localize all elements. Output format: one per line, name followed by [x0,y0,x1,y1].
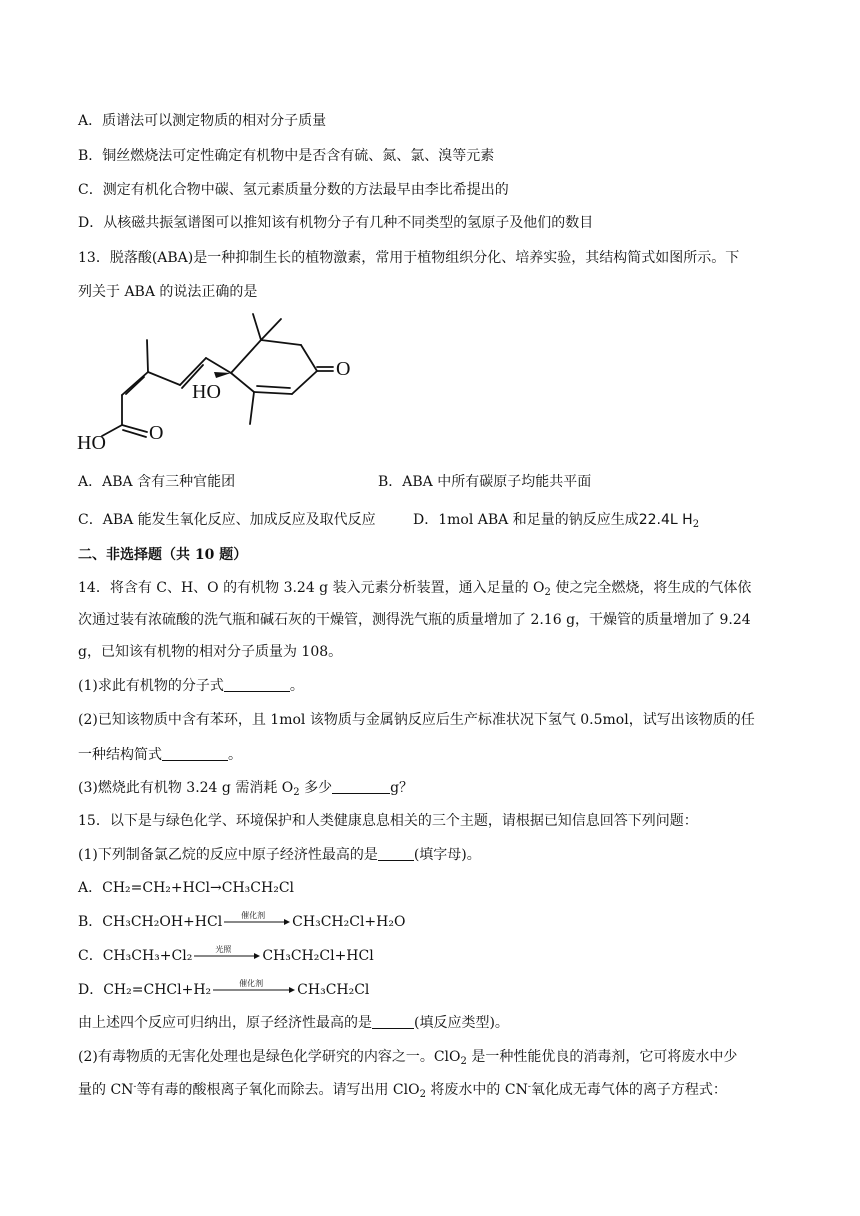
methyl-2 [261,319,281,340]
chain-double-2-inner [126,377,144,394]
q13-option-c: C．ABA 能发生氧化反应、加成反应及取代反应 [78,512,376,528]
q12-option-d: D．从核磁共振氢谱图可以推知该有机物分子有几种不同类型的氢原子及他们的数目 [78,215,594,231]
q13-option-d-sub: 2 [692,519,700,530]
acid-ho-label: HO [77,432,106,454]
q13-option-d [413,510,699,530]
q15-part2-line1: (2)有毒物质的无害化处理也是绿色化学研究的内容之一。ClO$_2$ 是一种性能优良的消毒剂，它可将废水中少 [78,1049,738,1067]
chain-bond-1 [206,358,231,373]
chain-methyl [147,340,148,372]
reaction-arrow: 光照 [192,946,262,962]
q14-part2-line2: 一种结构简式 。 [78,747,242,763]
q12-option-b: B．铜丝燃烧法可定性确定有机物中是否含有硫、氮、氯、溴等元素 [78,148,495,164]
q15-option-b: B．CH₃CH₂OH+HCl 催化剂 CH₃CH₂Cl+H₂O [78,911,406,930]
q12-option-a: A．质谱法可以测定物质的相对分子质量 [78,113,327,129]
ring-bond-5 [254,392,292,394]
q15-stem: 15．以下是与绿色化学、环境保护和人类健康息息相关的三个主题，请根据已知信息回答下列问题： [78,813,698,829]
answer-blank[interactable] [378,846,414,861]
q14-stem-line2: 次通过装有浓硫酸的洗气瓶和碱石灰的干燥管，测得洗气瓶的质量增加了 2.16 g，干燥管的质量增加了 9.24 [78,612,751,628]
q14-part1: (1)求此有机物的分子式 。 [78,678,304,694]
q14-stem-line3: g，已知该有机物的相对分子质量为 108。 [78,644,343,660]
methyl-1 [253,314,261,340]
ring-bond-2 [261,340,301,345]
q15-option-c: C．CH₃CH₃+Cl₂ 光照 CH₃CH₂Cl+HCl [78,945,374,964]
q14-stem-line1: 14．将含有 C、H、O 的有机物 3.24 g 装入元素分析装置，通入足量的 $O_2$ 使之完全燃烧，将生成的气体依 [78,580,752,598]
aba-structure-diagram [74,312,374,462]
methyl-3 [250,392,254,424]
ring-bond-3 [301,345,317,371]
carbonyl-o-label: O [336,358,351,380]
reaction-arrow: 催化剂 [222,912,292,928]
wedge-bond [214,372,231,378]
answer-blank[interactable] [372,1014,414,1029]
q13-option-d-text: D．1mol ABA 和足量的钠反应生成 [413,512,639,528]
reaction-arrow: 催化剂 [211,980,297,996]
q14-part2-line1: (2)已知该物质中含有苯环，且 1mol 该物质与金属钠反应后生产标准状况下氢气 0.5mol，试写出该物质的任 [78,712,755,728]
answer-blank[interactable] [224,677,290,692]
q13-stem-line2: 列关于 ABA 的说法正确的是 [78,284,258,300]
ring-ho-label: HO [192,381,221,403]
ring-bond-1 [231,340,261,373]
q15-part1: (1)下列制备氯乙烷的反应中原子经济性最高的是 (填字母)。 [78,847,481,863]
ring-bond-6 [231,373,254,392]
q14-part3: (3)燃烧此有机物 3.24 g 需消耗 $O_2$ 多少 g？ [78,780,414,798]
chain-bond-3 [148,372,180,385]
section-heading: 二、非选择题（共 10 题） [78,547,248,563]
ring-double-bond-inner [257,386,290,388]
q13-option-b: B．ABA 中所有碳原子均能共平面 [378,474,592,490]
q13-option-a: A．ABA 含有三种官能团 [78,474,236,490]
q13-stem-line1: 13．脱落酸(ABA)是一种抑制生长的植物激素，常用于植物组织分化、培养实验，其结构简式如图所示。下 [78,250,740,266]
q15-part2-line2: 量的 CN-等有毒的酸根离子氧化而除去。请写出用 ClO$_2$ 将废水中的 CN-氧化成无毒气体的离子方程式： [78,1082,727,1100]
ring-bond-4 [292,371,317,394]
acid-o-label: O [149,422,164,444]
q12-option-c: C．测定有机化合物中碳、氢元素质量分数的方法最早由李比希提出的 [78,182,509,198]
q13-option-d-value: 22.4L H [638,512,693,528]
chain-bond-4 [122,372,148,395]
answer-blank[interactable] [162,746,228,761]
answer-blank[interactable] [332,779,390,794]
q15-option-d: D．CH₂=CHCl+H₂ 催化剂 CH₃CH₂Cl [78,979,370,998]
q15-option-a: A．CH₂=CH₂+HCl→CH₃CH₂Cl [78,880,295,896]
q15-summary: 由上述四个反应可归纳出，原子经济性最高的是 (填反应类型)。 [78,1015,509,1031]
